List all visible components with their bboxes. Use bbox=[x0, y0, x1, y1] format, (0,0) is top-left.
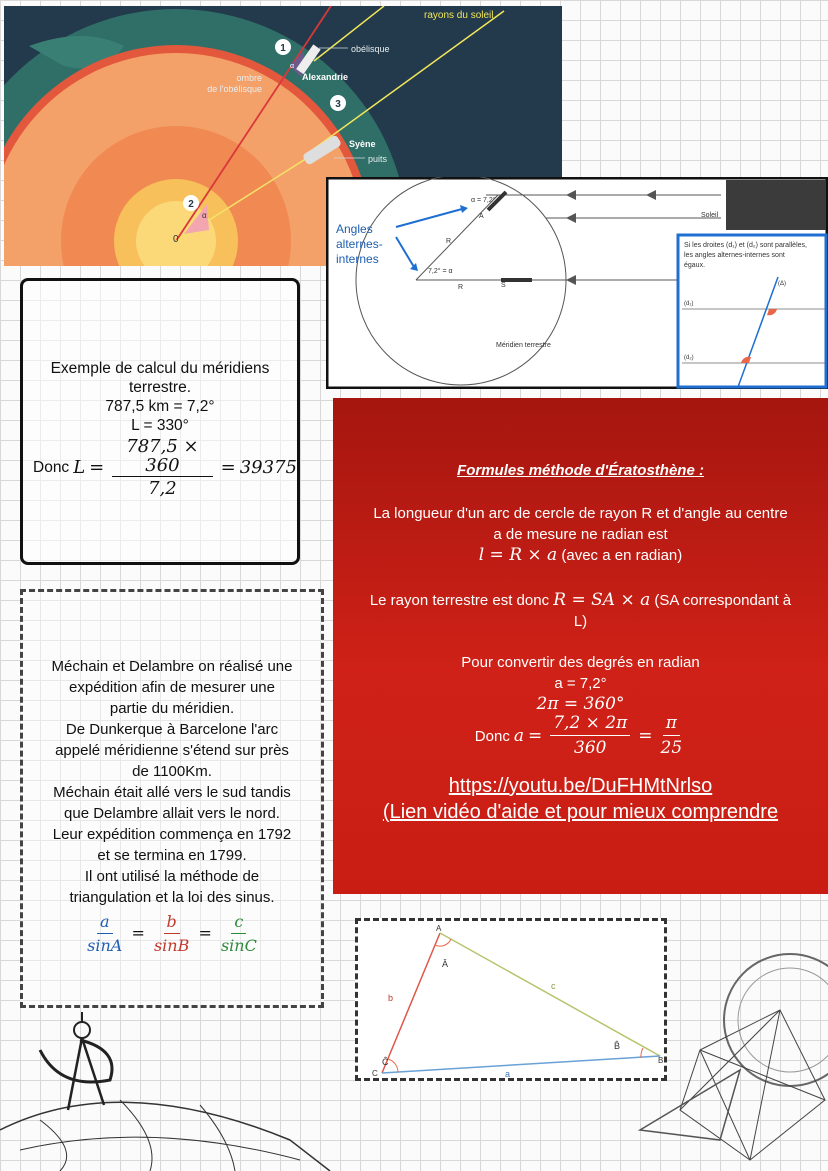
compass-leg-left bbox=[68, 1038, 82, 1110]
two-pi: 2π = 360° bbox=[536, 694, 625, 714]
angles-label-2: alternes- bbox=[336, 237, 383, 251]
example-formula bbox=[23, 437, 297, 498]
conv-eq-1: = bbox=[527, 725, 543, 746]
example-numerator: 787,5 × 360 bbox=[112, 437, 212, 477]
compass-hinge bbox=[74, 1022, 90, 1038]
example-var-l: L bbox=[73, 457, 86, 478]
globe-parallel bbox=[20, 1137, 300, 1160]
parallel-note-line3: égaux. bbox=[684, 262, 706, 269]
arc-line-1: La longueur d'un arc de cercle de rayon R et d'angle au centre bbox=[373, 505, 788, 522]
history-line: De Dunkerque à Barcelone l'arc bbox=[65, 721, 279, 738]
vertex-c: C bbox=[372, 1069, 378, 1078]
compass-arc bbox=[40, 1040, 112, 1082]
example-denominator: 7,2 bbox=[148, 478, 177, 499]
law-eq-1: = bbox=[131, 923, 145, 943]
meridian-dark-corner bbox=[726, 180, 826, 230]
radius-prefix: Le rayon terrestre est donc bbox=[369, 592, 554, 609]
video-link[interactable]: https://youtu.be/DuFHMtNrlso bbox=[448, 775, 713, 797]
history-line: de 1100Km. bbox=[132, 763, 212, 780]
arc-line-2: a de mesure ne radian est bbox=[493, 526, 668, 543]
obelisk-label: obélisque bbox=[351, 44, 390, 54]
radius-note: (SA correspondant à bbox=[650, 592, 792, 609]
sun-rays-label: rayons du soleil bbox=[424, 10, 494, 21]
triangle-diagram bbox=[358, 921, 664, 1078]
history-box bbox=[20, 589, 324, 1008]
conversion-formula bbox=[339, 713, 822, 759]
history-line: Il ont utilisé la méthode de bbox=[84, 868, 260, 885]
law-frac-c bbox=[221, 912, 257, 956]
example-equivalence: 787,5 km = 7,2° bbox=[105, 398, 215, 415]
label-delta: (Δ) bbox=[778, 281, 787, 287]
point-s-label: S bbox=[501, 282, 506, 289]
history-line: et se termina en 1799. bbox=[97, 847, 247, 864]
conv-var-a: a bbox=[513, 725, 524, 746]
syene-label: Syène bbox=[349, 139, 376, 149]
a-value: a = 7,2° bbox=[554, 675, 607, 692]
radius-label-2: R bbox=[458, 284, 464, 291]
alexandria-label: Alexandrie bbox=[302, 72, 349, 82]
side-a bbox=[382, 1056, 660, 1073]
side-b bbox=[382, 933, 440, 1073]
angle-c-label: Ĉ bbox=[382, 1057, 389, 1067]
top-angle-label: α = 7,2° bbox=[471, 197, 496, 204]
sketch-edge-3 bbox=[680, 1010, 780, 1110]
history-line: partie du méridien. bbox=[109, 700, 235, 717]
meridian-diagram bbox=[326, 177, 828, 389]
history-line: que Delambre allait vers le nord. bbox=[64, 805, 280, 822]
radius-label-1: R bbox=[446, 238, 452, 245]
law-b-den: sinB bbox=[153, 936, 190, 955]
globe-meridian-2 bbox=[120, 1100, 152, 1171]
compass-globe-sketch bbox=[0, 1010, 340, 1171]
parallel-note-line2: les angles alternes-internes sont bbox=[684, 252, 785, 259]
angle-a-label: Â bbox=[442, 959, 449, 969]
history-line: Méchain et Delambre on réalisé une bbox=[51, 658, 293, 675]
example-title-1: Exemple de calcul du méridiens bbox=[50, 360, 270, 377]
center-alpha-label: α bbox=[202, 211, 207, 220]
law-frac-a bbox=[87, 912, 122, 956]
convert-line: Pour convertir des degrés en radian bbox=[461, 654, 700, 671]
radius-formula: R = SA × a bbox=[553, 590, 651, 610]
arc-note: (avec a en radian) bbox=[557, 547, 683, 564]
example-content bbox=[23, 359, 297, 498]
formulas-title: Formules méthode d'Ératosthène : bbox=[457, 462, 704, 479]
example-box bbox=[20, 278, 300, 565]
example-fraction bbox=[112, 437, 212, 498]
globe-outline bbox=[0, 1102, 330, 1171]
law-of-sines bbox=[29, 912, 315, 956]
res-num: π bbox=[663, 713, 680, 736]
side-a-label: a bbox=[505, 1069, 511, 1078]
angles-label-3: internes bbox=[336, 252, 379, 266]
side-b-label: b bbox=[388, 993, 394, 1003]
meridian-label: Méridien terrestre bbox=[496, 342, 551, 349]
formulas-body bbox=[339, 503, 822, 825]
angles-label-1: Angles bbox=[336, 222, 373, 236]
sketch-protractor-inner bbox=[738, 968, 828, 1072]
example-equals-1: = bbox=[89, 457, 105, 478]
formulas-box bbox=[333, 398, 828, 894]
history-line: expédition afin de mesurer une bbox=[69, 679, 275, 696]
example-equals-2: = bbox=[220, 457, 236, 478]
law-a-num: a bbox=[97, 912, 113, 934]
parallel-note-line1: Si les droites (d₁) et (d₂) sont parallèles, bbox=[684, 242, 807, 249]
center-label: 0 bbox=[173, 234, 179, 245]
result-fraction bbox=[661, 713, 683, 759]
history-text bbox=[29, 656, 315, 956]
history-line: Méchain était allé vers le sud tandis bbox=[53, 784, 291, 801]
label-d1: (d₁) bbox=[684, 301, 694, 307]
law-c-den: sinC bbox=[220, 936, 257, 955]
res-den: 25 bbox=[660, 738, 683, 758]
sun-label: Soleil bbox=[701, 212, 719, 219]
conv-donc: Donc bbox=[474, 727, 510, 745]
history-line: appelé méridienne s'étend sur près bbox=[55, 742, 289, 759]
video-link-caption[interactable]: (Lien vidéo d'aide et pour mieux comprendre bbox=[382, 801, 779, 823]
conv-num: 7,2 × 2π bbox=[550, 713, 630, 736]
marker-1-label: 1 bbox=[280, 43, 286, 54]
conv-den: 360 bbox=[574, 738, 607, 758]
marker-3-label: 3 bbox=[335, 99, 341, 110]
history-line: triangulation et la loi des sinus. bbox=[69, 889, 275, 906]
law-eq-2: = bbox=[198, 923, 212, 943]
angle-c-arc bbox=[388, 1059, 398, 1072]
angle-b-label: B̂ bbox=[614, 1041, 621, 1051]
geometric-sketch bbox=[620, 940, 828, 1171]
side-c-label: c bbox=[551, 981, 556, 991]
radius-line bbox=[339, 590, 822, 611]
shadow-label-1: ombre bbox=[236, 73, 262, 83]
shadow-label-2: de l'obélisque bbox=[207, 84, 262, 94]
example-length: L = 330° bbox=[131, 417, 189, 434]
vertex-a: A bbox=[436, 924, 442, 933]
conv-fraction bbox=[550, 713, 630, 759]
law-a-den: sinA bbox=[87, 936, 123, 955]
marker-2-label: 2 bbox=[188, 199, 194, 210]
example-title-2: terrestre. bbox=[128, 379, 191, 396]
example-donc: Donc bbox=[33, 459, 70, 476]
history-line: Leur expédition commença en 1792 bbox=[52, 826, 292, 843]
label-d2: (d₂) bbox=[684, 355, 694, 361]
well-label: puits bbox=[368, 154, 388, 164]
law-c-num: c bbox=[231, 912, 246, 934]
vertex-b: B bbox=[658, 1056, 664, 1065]
bottom-angle-label: 7,2° = α bbox=[428, 268, 453, 275]
sketch-edge-1 bbox=[700, 1050, 825, 1100]
obelisk-alpha-label: α bbox=[290, 63, 295, 70]
conv-eq-2: = bbox=[638, 725, 653, 746]
arc-formula-line bbox=[339, 545, 822, 566]
law-b-num: b bbox=[164, 912, 180, 934]
point-a-label: A bbox=[479, 213, 484, 220]
example-result: 39375 bbox=[239, 457, 297, 478]
arc-formula: l = R × a bbox=[478, 545, 558, 565]
law-frac-b bbox=[154, 912, 189, 956]
radius-note-2: L) bbox=[573, 613, 588, 630]
